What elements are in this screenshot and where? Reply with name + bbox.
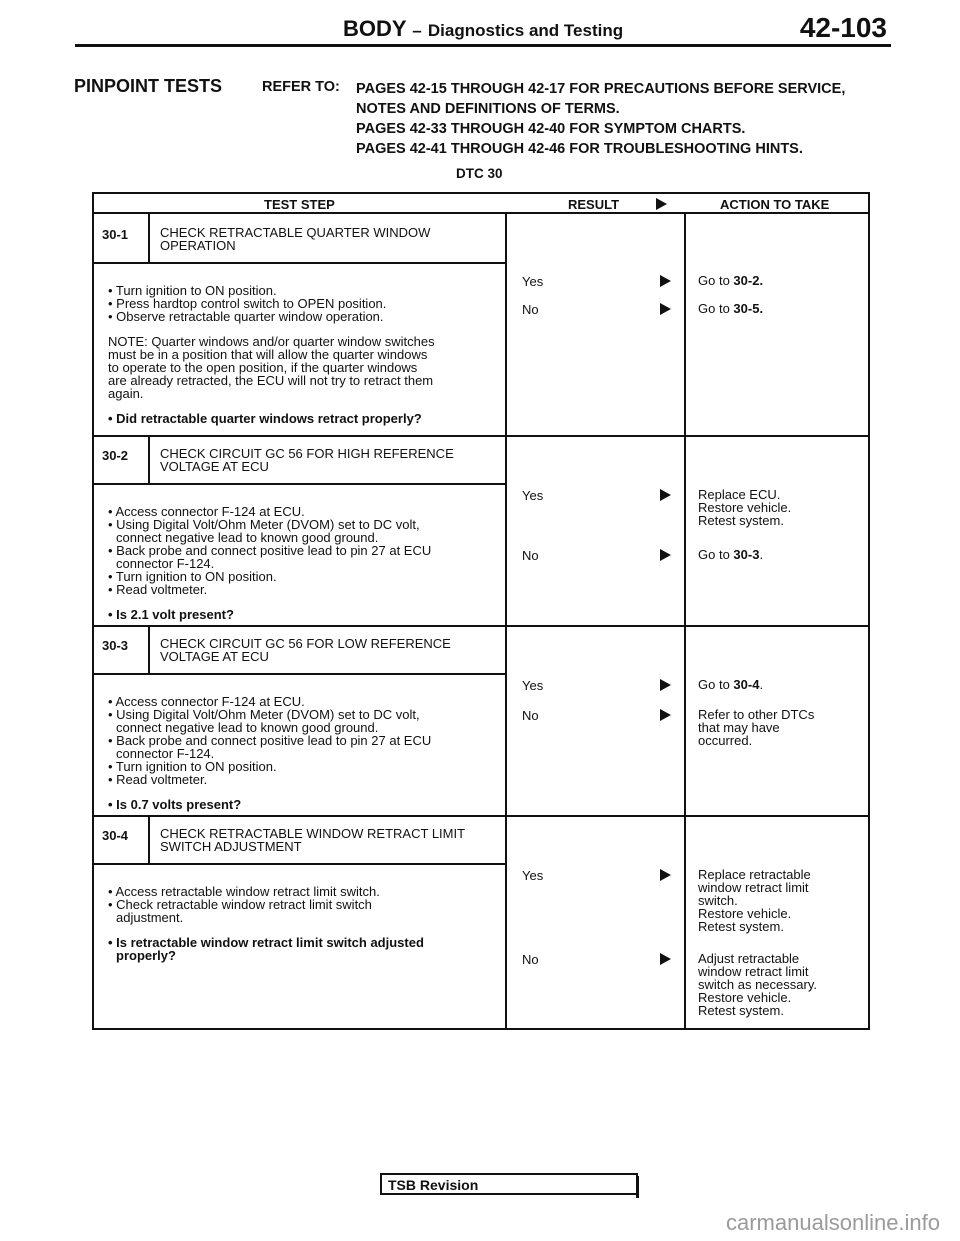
step-title-line: VOLTAGE AT ECU <box>160 649 269 664</box>
body-line: • Read voltmeter. <box>108 582 208 597</box>
col-header-result: RESULT <box>568 197 620 212</box>
action-line: Restore vehicle. <box>698 906 792 921</box>
body-line: • Access retractable window retract limit switch. <box>108 884 380 899</box>
col-header-test-step: TEST STEP <box>264 197 335 212</box>
step-question: properly? <box>116 948 176 963</box>
body-line: • Back probe and connect positive lead to pin 27 at ECU <box>108 543 432 558</box>
body-line: to operate to the open position, if the quarter windows <box>108 360 418 375</box>
step-title-line: SWITCH ADJUSTMENT <box>160 839 302 854</box>
action-line: that may have <box>698 720 780 735</box>
body-line: • Using Digital Volt/Ohm Meter (DVOM) set to DC volt, <box>108 707 420 722</box>
result-no: No <box>522 952 539 967</box>
action-text <box>698 302 868 315</box>
body-line: • Turn ignition to ON position. <box>108 759 277 774</box>
body-line: • Turn ignition to ON position. <box>108 283 277 298</box>
action-suffix: . <box>759 547 764 562</box>
arrow-icon <box>660 303 671 315</box>
step-title <box>160 447 454 473</box>
header-section: BODY <box>343 16 407 41</box>
action-line: Restore vehicle. <box>698 990 792 1005</box>
action-text <box>698 952 868 1017</box>
action-line: Adjust retractable <box>698 951 800 966</box>
action-line: occurred. <box>698 733 753 748</box>
body-line: • Turn ignition to ON position. <box>108 569 277 584</box>
header-dash: – <box>412 21 422 40</box>
result-no: No <box>522 302 539 317</box>
action-line: Restore vehicle. <box>698 500 792 515</box>
refer-line: PAGES 42-41 THROUGH 42-46 FOR TROUBLESHOOTING HINTS. <box>356 141 803 157</box>
action-prefix: Go to <box>698 273 734 288</box>
step-title-underline <box>94 863 506 865</box>
action-step-ref: 30-5. <box>733 301 764 316</box>
step-divider <box>94 435 868 437</box>
body-line: NOTE: Quarter windows and/or quarter window switches <box>108 334 435 349</box>
step-id-divider <box>148 815 150 863</box>
action-prefix: Go to <box>698 301 734 316</box>
body-line: • Observe retractable quarter window operation. <box>108 309 384 324</box>
action-prefix: Go to <box>698 547 734 562</box>
action-prefix: Go to <box>698 677 734 692</box>
step-title-line: CHECK RETRACTABLE QUARTER WINDOW <box>160 225 431 240</box>
arrow-icon <box>660 953 671 965</box>
tsb-box-shadow <box>636 1176 639 1198</box>
tsb-revision-label: TSB Revision <box>388 1177 479 1193</box>
step-title-line: CHECK RETRACTABLE WINDOW RETRACT LIMIT <box>160 826 466 841</box>
step-question: • Did retractable quarter windows retract properly? <box>108 411 422 426</box>
body-line: connect negative lead to known good ground. <box>116 720 379 735</box>
tsb-revision-box <box>380 1173 638 1195</box>
arrow-icon <box>660 549 671 561</box>
action-text <box>698 274 868 287</box>
body-line: • Read voltmeter. <box>108 772 208 787</box>
step-title <box>160 637 451 663</box>
step-body <box>108 284 498 425</box>
refer-label: REFER TO: <box>262 79 340 95</box>
arrow-icon <box>660 275 671 287</box>
step-id-divider <box>148 214 150 262</box>
action-line: Retest system. <box>698 1003 784 1018</box>
result-yes: Yes <box>522 868 544 883</box>
header-divider <box>94 212 868 214</box>
result-no: No <box>522 548 539 563</box>
step-question: • Is retractable window retract limit switch adjusted <box>108 935 424 950</box>
refer-line: PAGES 42-15 THROUGH 42-17 FOR PRECAUTIONS BEFORE SERVICE, <box>356 81 846 97</box>
action-line: window retract limit <box>698 880 809 895</box>
step-id: 30-1 <box>102 227 129 242</box>
step-body <box>108 695 498 811</box>
body-line: • Press hardtop control switch to OPEN position. <box>108 296 387 311</box>
result-yes: Yes <box>522 678 544 693</box>
body-line: • Access connector F-124 at ECU. <box>108 504 305 519</box>
action-text <box>698 708 868 747</box>
arrow-icon <box>660 679 671 691</box>
step-question: • Is 2.1 volt present? <box>108 607 234 622</box>
arrow-icon <box>660 489 671 501</box>
action-text <box>698 868 868 933</box>
refer-line: NOTES AND DEFINITIONS OF TERMS. <box>356 101 620 117</box>
step-body <box>108 505 498 621</box>
action-divider <box>684 212 686 1028</box>
action-line: switch as necessary. <box>698 977 817 992</box>
action-step-ref: 30-4 <box>733 677 760 692</box>
body-line: must be in a position that will allow the quarter windows <box>108 347 428 362</box>
result-yes: Yes <box>522 488 544 503</box>
body-line: again. <box>108 386 144 401</box>
page-header <box>75 10 891 47</box>
body-line: connect negative lead to known good ground. <box>116 530 379 545</box>
step-body <box>108 885 498 962</box>
result-divider <box>505 212 507 1028</box>
step-title-underline <box>94 483 506 485</box>
dtc-label: DTC 30 <box>456 166 503 181</box>
action-text <box>698 548 868 561</box>
step-title-underline <box>94 262 506 264</box>
result-yes: Yes <box>522 274 544 289</box>
col-header-action: ACTION TO TAKE <box>720 197 830 212</box>
result-no: No <box>522 708 539 723</box>
action-text <box>698 488 868 527</box>
action-line: switch. <box>698 893 738 908</box>
step-id: 30-2 <box>102 448 129 463</box>
body-line: • Check retractable window retract limit switch <box>108 897 372 912</box>
arrow-icon <box>660 869 671 881</box>
step-id-divider <box>148 435 150 483</box>
action-line: Retest system. <box>698 513 784 528</box>
body-line: • Access connector F-124 at ECU. <box>108 694 305 709</box>
body-line: adjustment. <box>116 910 184 925</box>
step-title-line: OPERATION <box>160 238 236 253</box>
step-title <box>160 827 465 853</box>
header-title <box>343 16 623 42</box>
header-subtitle: Diagnostics and Testing <box>427 21 624 40</box>
action-step-ref: 30-2. <box>733 273 764 288</box>
step-title-line: VOLTAGE AT ECU <box>160 459 269 474</box>
action-line: Refer to other DTCs <box>698 707 815 722</box>
step-title-line: CHECK CIRCUIT GC 56 FOR LOW REFERENCE <box>160 636 451 651</box>
step-divider <box>94 625 868 627</box>
step-title-line: CHECK CIRCUIT GC 56 FOR HIGH REFERENCE <box>160 446 454 461</box>
body-line: • Using Digital Volt/Ohm Meter (DVOM) set to DC volt, <box>108 517 420 532</box>
step-title <box>160 226 430 252</box>
test-table <box>92 192 870 1030</box>
body-line: are already retracted, the ECU will not try to retract them <box>108 373 434 388</box>
page-number: 42-103 <box>799 12 887 43</box>
step-divider <box>94 815 868 817</box>
step-id-divider <box>148 625 150 673</box>
arrow-icon <box>656 198 667 210</box>
action-line: window retract limit <box>698 964 809 979</box>
action-line: Retest system. <box>698 919 784 934</box>
action-text <box>698 678 868 691</box>
refer-line: PAGES 42-33 THROUGH 42-40 FOR SYMPTOM CHARTS. <box>356 121 746 137</box>
watermark: carmanualsonline.info <box>726 1210 941 1235</box>
body-line: connector F-124. <box>116 746 215 761</box>
step-question: • Is 0.7 volts present? <box>108 797 242 812</box>
step-title-underline <box>94 673 506 675</box>
arrow-icon <box>660 709 671 721</box>
body-line: connector F-124. <box>116 556 215 571</box>
body-line: • Back probe and connect positive lead to pin 27 at ECU <box>108 733 432 748</box>
refer-lines <box>356 79 845 159</box>
action-step-ref: 30-3 <box>733 547 760 562</box>
step-id: 30-3 <box>102 638 129 653</box>
pinpoint-title: PINPOINT TESTS <box>74 76 223 96</box>
step-id: 30-4 <box>102 828 129 843</box>
action-line: Replace retractable <box>698 867 811 882</box>
action-suffix: . <box>759 677 764 692</box>
action-line: Replace ECU. <box>698 487 781 502</box>
